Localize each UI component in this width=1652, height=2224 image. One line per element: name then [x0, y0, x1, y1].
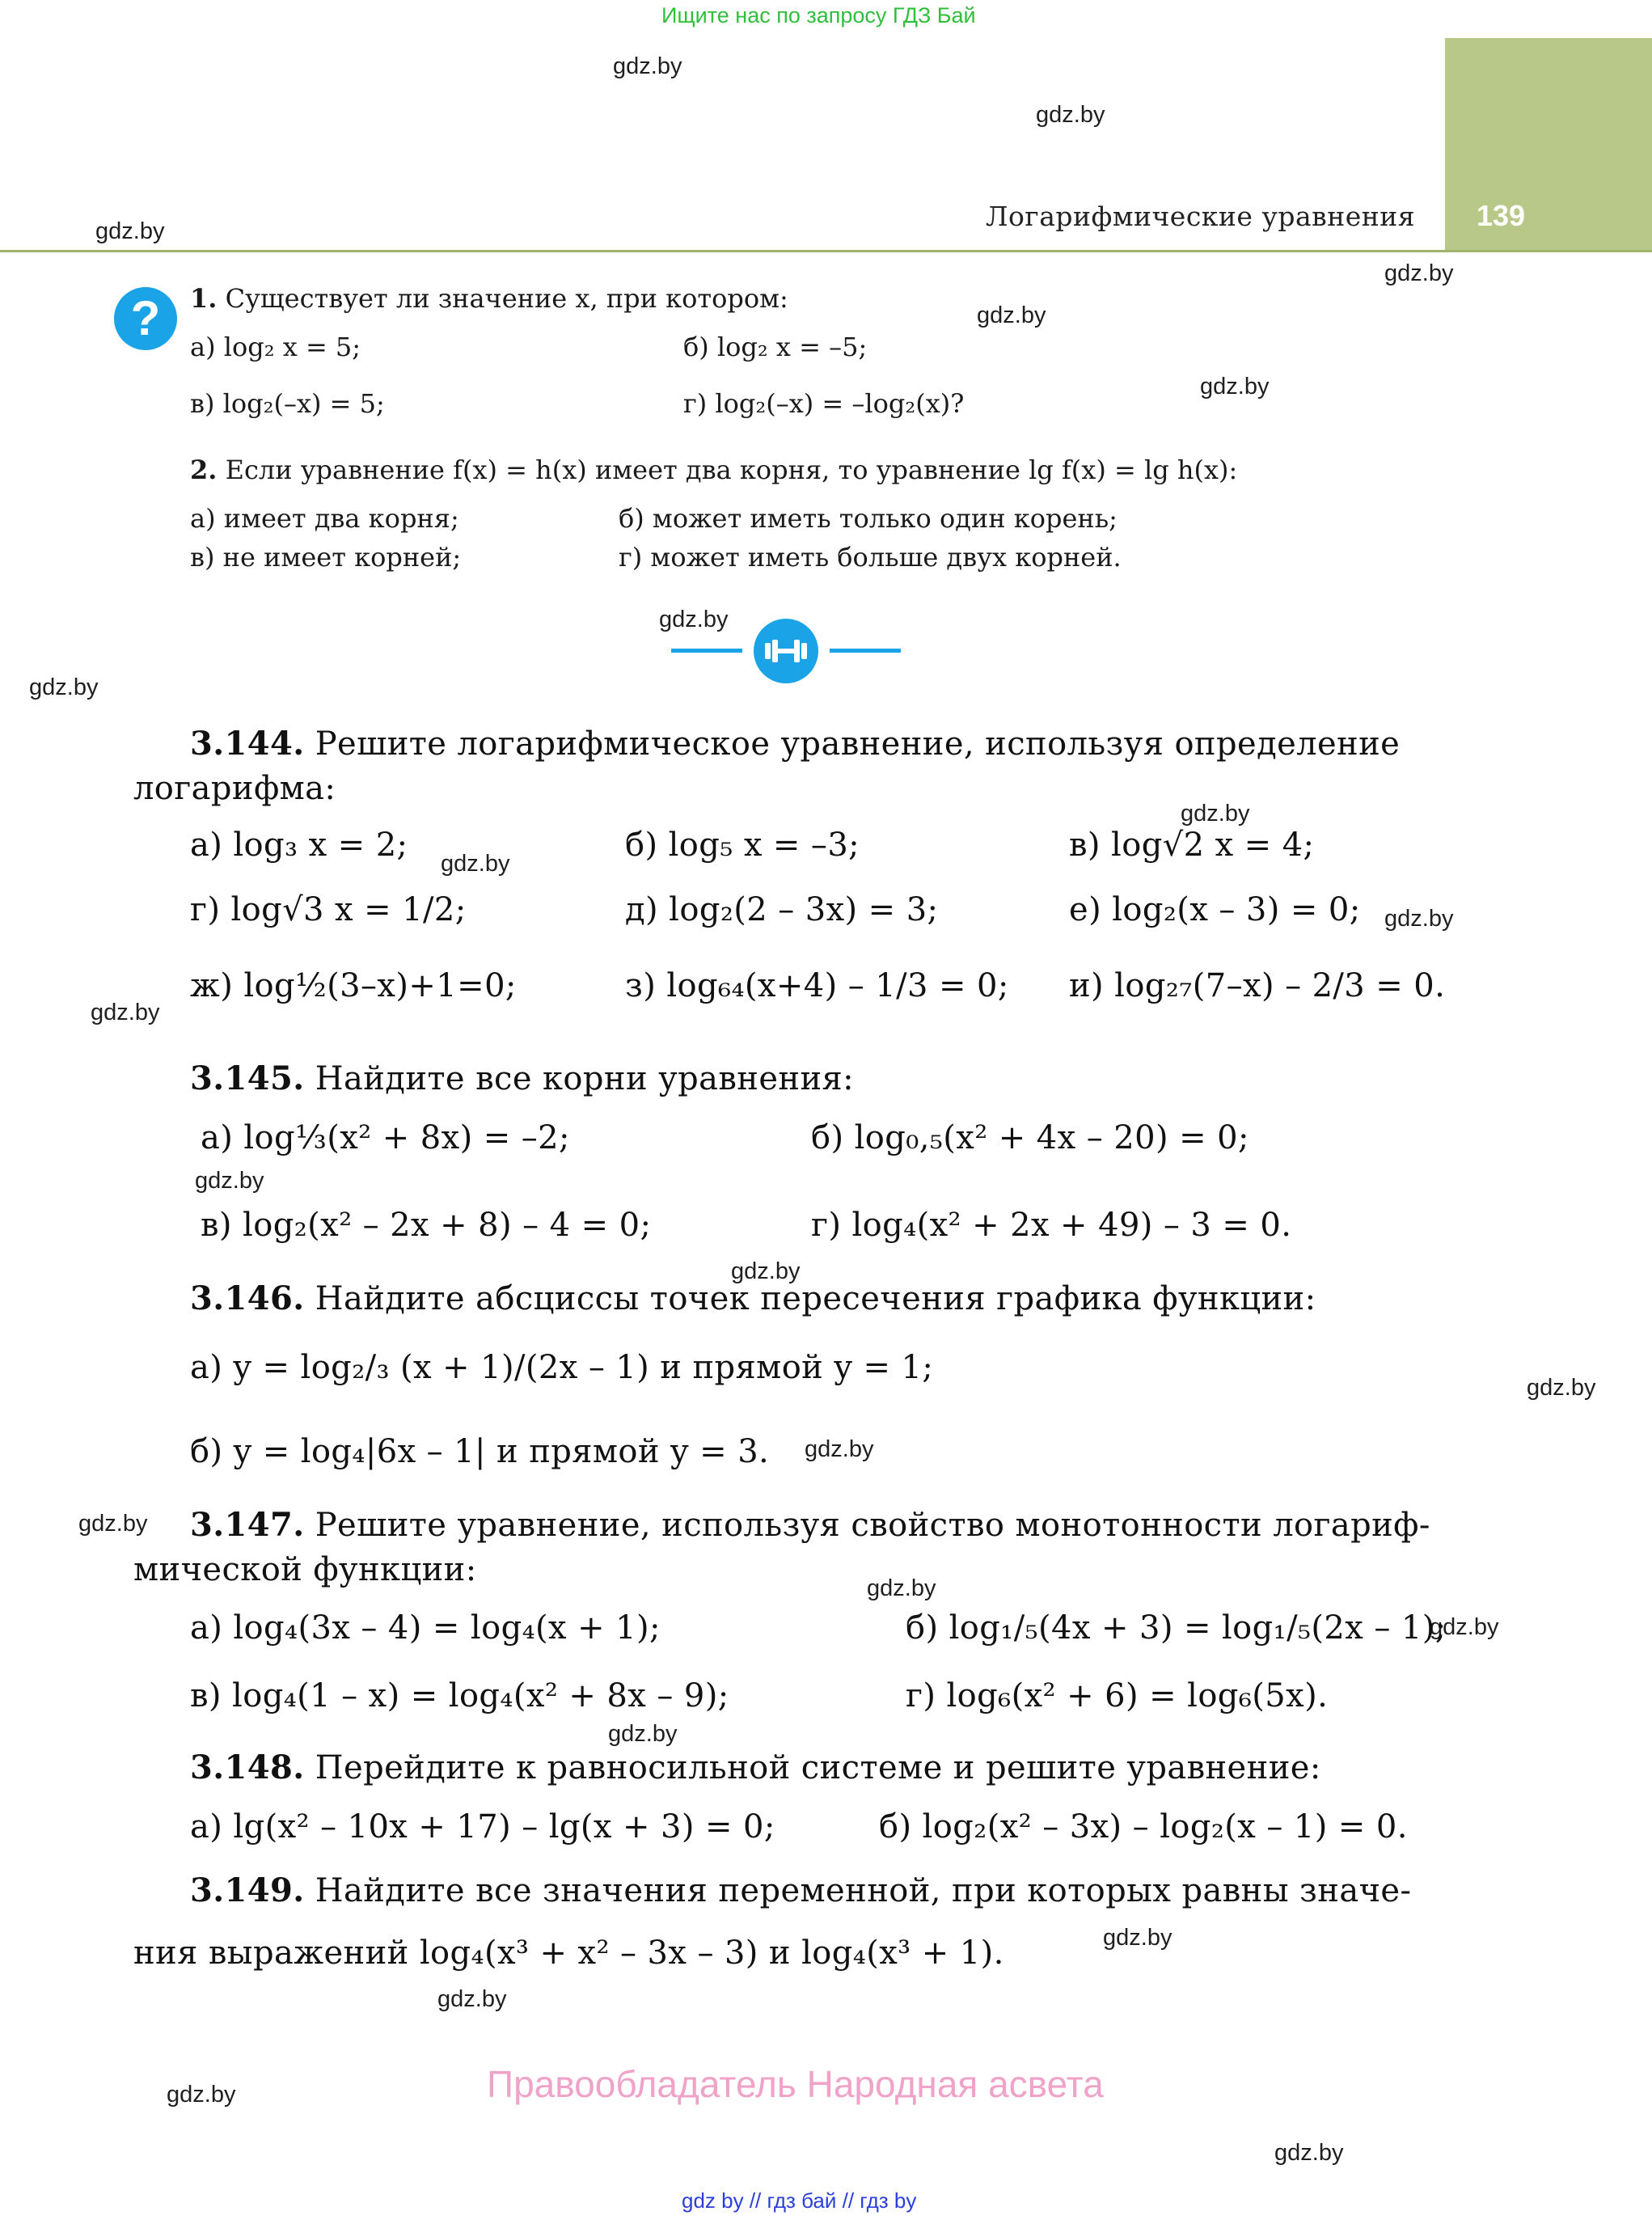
exercise-text: Решите логарифмическое уравнение, используя определение — [315, 725, 1401, 763]
exercise-3-144-d: г) log√3 x = 1/2; — [190, 891, 467, 928]
question-text: Если уравнение f(x) = h(x) имеет два корня, то уравнение lg f(x) = lg h(x): — [225, 455, 1238, 485]
question-icon: ? — [114, 287, 177, 350]
exercise-3-144-c: в) log√2 x = 4; — [1069, 827, 1315, 864]
page-number: 139 — [1477, 199, 1526, 232]
exercise-number: 3.147. — [190, 1506, 305, 1544]
running-title: Логарифмические уравнения — [986, 201, 1416, 232]
exercise-3-145 — [190, 1059, 854, 1097]
question-1 — [190, 283, 788, 314]
exercise-3-147-d: г) log₆(x² + 6) = log₆(5x). — [906, 1677, 1329, 1715]
watermark: gdz.by — [613, 53, 682, 79]
watermark: gdz.by — [1430, 1614, 1499, 1640]
exercise-3-147-a: а) log₄(3x – 4) = log₄(x + 1); — [190, 1609, 661, 1647]
exercise-text-cont: логарифма: — [133, 770, 336, 807]
exercise-3-147 — [190, 1506, 1430, 1544]
exercise-3-146-b: б) y = log₄|6x – 1| и прямой y = 3. — [190, 1433, 770, 1470]
exercise-3-148 — [190, 1748, 1321, 1786]
exercise-3-147-c: в) log₄(1 – x) = log₄(x² + 8x – 9); — [190, 1677, 729, 1715]
exercise-3-145-a: а) log⅓(x² + 8x) = –2; — [201, 1119, 570, 1156]
watermark: gdz.by — [1274, 2140, 1344, 2166]
question-2-option-c: в) не имеет корней; — [190, 542, 462, 573]
exercise-3-144-h: з) log₆₄(x+4) – 1/3 = 0; — [625, 967, 1009, 1004]
exercise-text: Решите уравнение, используя свойство монотонности логариф- — [315, 1507, 1430, 1544]
watermark: gdz.by — [1200, 374, 1270, 400]
exercise-text-cont: ния выражений log₄(x³ + x² – 3x – 3) и log₄(x³ + 1). — [133, 1934, 1004, 1972]
dumbbell-icon — [754, 619, 818, 683]
exercise-3-146-a: а) y = log₂/₃ (x + 1)/(2x – 1) и прямой y = 1; — [190, 1349, 934, 1386]
copyright-notice: Правообладатель Народная асвета — [487, 2063, 1104, 2105]
exercise-text: Перейдите к равносильной системе и решите уравнение: — [315, 1749, 1321, 1786]
divider-line-left — [671, 649, 742, 653]
watermark: gdz.by — [78, 1511, 148, 1537]
watermark: gdz.by — [167, 2082, 236, 2108]
exercise-3-144-b: б) log₅ x = –3; — [625, 827, 860, 864]
exercise-3-144-e: д) log₂(2 – 3x) = 3; — [625, 891, 939, 928]
question-1-option-a: а) log₂ x = 5; — [190, 332, 361, 362]
exercise-text: Найдите все корни уравнения: — [315, 1060, 855, 1097]
watermark: gdz.by — [195, 1168, 264, 1194]
watermark: gdz.by — [867, 1575, 936, 1601]
exercise-number: 3.145. — [190, 1059, 305, 1097]
watermark: gdz.by — [29, 674, 99, 700]
footer-links[interactable]: gdz by // гдз бай // гдз by — [682, 2188, 917, 2213]
exercise-text: Найдите абсциссы точек пересечения графика функции: — [315, 1280, 1316, 1317]
question-2 — [190, 455, 1237, 485]
exercise-3-148-a: а) lg(x² – 10x + 17) – lg(x + 3) = 0; — [190, 1808, 775, 1846]
exercise-text-cont: мической функции: — [133, 1551, 477, 1588]
watermark: gdz.by — [1181, 801, 1250, 827]
question-2-option-a: а) имеет два корня; — [190, 503, 459, 534]
watermark: gdz.by — [1036, 102, 1105, 128]
exercise-3-147-b: б) log₁/₅(4x + 3) = log₁/₅(2x – 1); — [906, 1609, 1447, 1647]
exercise-3-144-a: а) log₃ x = 2; — [190, 827, 408, 864]
question-number: 2. — [190, 455, 218, 485]
divider-line-right — [830, 649, 901, 653]
watermark: gdz.by — [437, 1986, 507, 2012]
question-number: 1. — [190, 283, 218, 314]
exercise-3-148-b: б) log₂(x² – 3x) – log₂(x – 1) = 0. — [879, 1808, 1408, 1846]
question-1-option-d: г) log₂(–x) = –log₂(x)? — [683, 388, 965, 419]
watermark: gdz.by — [95, 218, 165, 244]
exercise-number: 3.149. — [190, 1871, 305, 1909]
exercise-3-145-c: в) log₂(x² – 2x + 8) – 4 = 0; — [201, 1207, 652, 1244]
watermark: gdz.by — [91, 1000, 160, 1025]
watermark: gdz.by — [731, 1258, 801, 1284]
exercise-3-144-i: и) log₂₇(7–x) – 2/3 = 0. — [1069, 967, 1446, 1004]
watermark: gdz.by — [1384, 906, 1454, 932]
watermark: gdz.by — [1527, 1375, 1596, 1401]
exercise-number: 3.148. — [190, 1748, 305, 1786]
exercise-3-145-d: г) log₄(x² + 2x + 49) – 3 = 0. — [811, 1207, 1292, 1244]
exercise-3-149 — [190, 1871, 1411, 1909]
exercise-3-144-g: ж) log½(3–x)+1=0; — [190, 967, 517, 1004]
question-1-option-b: б) log₂ x = –5; — [683, 332, 868, 362]
question-text: Существует ли значение x, при котором: — [225, 283, 788, 314]
question-2-option-d: г) может иметь больше двух корней. — [619, 542, 1122, 573]
header-rule — [0, 250, 1652, 252]
watermark: gdz.by — [659, 607, 729, 632]
exercise-3-145-b: б) log₀,₅(x² + 4x – 20) = 0; — [811, 1119, 1249, 1156]
exercise-text: Найдите все значения переменной, при которых равны значе- — [315, 1872, 1412, 1909]
watermark: gdz.by — [1103, 1925, 1172, 1951]
exercise-3-144 — [190, 725, 1400, 763]
watermark: gdz.by — [1384, 260, 1454, 286]
watermark: gdz.by — [441, 851, 510, 877]
exercise-number: 3.146. — [190, 1279, 305, 1317]
question-1-option-c: в) log₂(–x) = 5; — [190, 388, 385, 419]
watermark: gdz.by — [977, 302, 1046, 328]
exercise-number: 3.144. — [190, 725, 305, 763]
exercise-3-146 — [190, 1279, 1316, 1317]
watermark: gdz.by — [805, 1436, 874, 1462]
top-banner: Ищите нас по запросу ГДЗ Бай — [661, 3, 976, 27]
question-2-option-b: б) может иметь только один корень; — [619, 503, 1118, 534]
exercise-3-144-f: е) log₂(x – 3) = 0; — [1069, 891, 1361, 928]
watermark: gdz.by — [608, 1721, 678, 1747]
